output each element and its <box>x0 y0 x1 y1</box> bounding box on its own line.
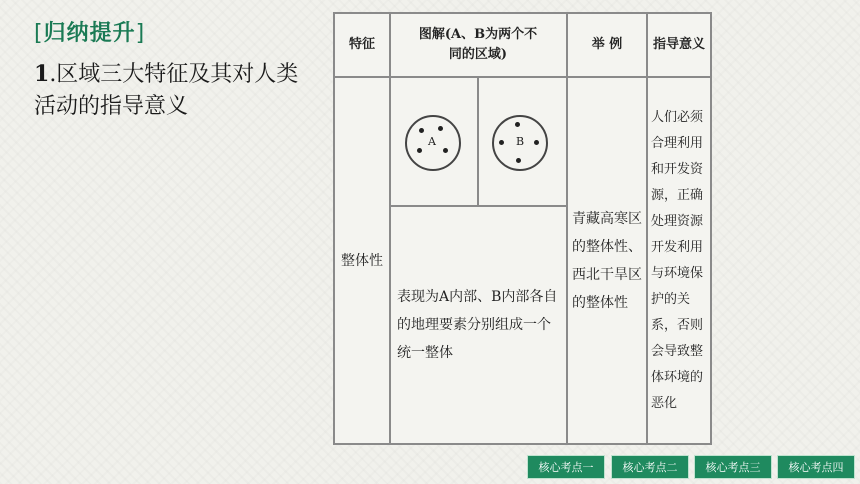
feature-cell: 整体性 <box>341 252 383 269</box>
nav-button-2[interactable]: 核心考点二 <box>611 455 689 479</box>
point-text: .区域三大特征及其对人类活动的指导意义 <box>34 62 299 119</box>
element-dot <box>419 128 424 133</box>
explanation-cell: 表现为A内部、B内部各自的地理要素分别组成一个统一整体 <box>397 289 558 361</box>
point-title <box>34 58 314 123</box>
heading-text: 归纳提升 <box>43 21 136 46</box>
nav-button-3[interactable]: 核心考点三 <box>694 455 772 479</box>
element-dot <box>443 148 448 153</box>
region-a-label: A <box>428 135 436 148</box>
element-dot <box>499 140 504 145</box>
heading-close-bracket: ] <box>135 21 146 46</box>
element-dot <box>516 158 521 163</box>
header-example: 举 例 <box>591 37 623 52</box>
region-b-label: B <box>516 135 525 148</box>
guidance-cell: 人们必须合理利用和开发资源，正确处理资源开发利用与环境保护的关系，否则会导致整体环境的恶化 <box>651 109 704 411</box>
section-heading <box>34 16 145 47</box>
header-guidance: 指导意义 <box>652 37 705 52</box>
header-diagram: 图解(A、B为两个不同的区域) <box>418 27 538 62</box>
element-dot <box>438 126 443 131</box>
nav-button-1[interactable]: 核心考点一 <box>527 455 605 479</box>
element-dot <box>417 148 422 153</box>
element-dot <box>534 140 539 145</box>
nav-button-4[interactable]: 核心考点四 <box>777 455 855 479</box>
header-feature: 特征 <box>348 37 375 52</box>
diagram-a <box>391 78 477 205</box>
example-cell: 青藏高寒区的整体性、西北干旱区的整体性 <box>572 210 642 311</box>
diagram-b <box>479 78 566 205</box>
feature-table <box>333 12 712 445</box>
point-number: 1 <box>34 61 50 87</box>
element-dot <box>515 122 520 127</box>
heading-open-bracket: [ <box>34 21 44 46</box>
